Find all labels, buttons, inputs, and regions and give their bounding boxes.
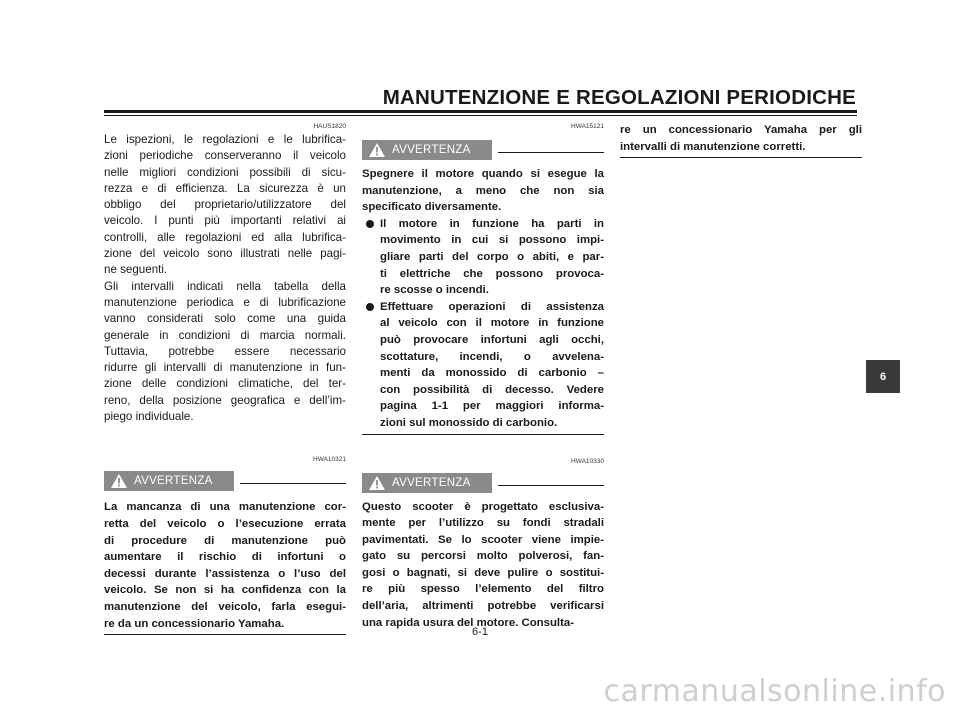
warning-rule — [498, 485, 604, 486]
text-line: Spegnere il motore quando si esegue la — [362, 168, 604, 180]
bullet-dot — [366, 303, 374, 311]
warning-badge — [362, 140, 492, 160]
continued-text — [620, 122, 862, 155]
warning-code: HWA10321 — [313, 456, 346, 464]
warning-intro — [362, 166, 604, 216]
text-line: veicolo. Se non si ha confidenza con la — [104, 584, 346, 597]
text-line: re un concessionario Yamaha per gli — [620, 124, 862, 136]
warning-rule — [498, 152, 604, 153]
text-line: ne seguenti. — [104, 263, 168, 277]
warning-bullet — [362, 299, 604, 432]
text-line: pavimentati. Se lo scooter viene impie- — [362, 533, 604, 546]
warning-header — [362, 140, 604, 162]
warning-code: HWA15121 — [571, 123, 604, 130]
warning-triangle-icon — [368, 142, 386, 158]
warning-bullet — [362, 216, 604, 299]
text-line: nelle migliori condizioni possibili di sicu- — [104, 165, 346, 179]
warning-code: HWA10330 — [571, 457, 604, 465]
warning-label: AVVERTENZA — [392, 476, 471, 489]
warning-rule — [240, 483, 346, 484]
text-line: gosi o bagnati, si deve pulire o sostitui- — [362, 566, 604, 579]
text-line: retta del veicolo o l’esecuzione errata — [104, 517, 346, 530]
warning-label: AVVERTENZA — [134, 475, 213, 488]
text-line: Il motore in funzione ha parti in — [380, 217, 604, 230]
warning-text — [104, 499, 346, 632]
text-line: gato su percorsi molto polverosi, fan- — [362, 550, 604, 563]
text-line: decessi durante l’assistenza o l’uso del — [104, 567, 346, 580]
text-line: La mancanza di una manutenzione cor- — [104, 501, 346, 514]
warning-end-rule — [104, 634, 346, 635]
text-line: piego individuale. — [104, 410, 194, 424]
text-line: re scosse o incendi. — [380, 284, 489, 297]
bullet-dot — [366, 220, 374, 228]
warning-badge — [362, 473, 492, 493]
text-line: manutenzione del veicolo, farla esegui- — [104, 600, 346, 613]
text-line: ridurre gli intervalli di manutenzione in fun- — [104, 361, 346, 375]
text-line: scottature, incendi, o avvelena- — [380, 350, 604, 363]
text-line: aumentare il rischio di infortuni o — [104, 551, 346, 564]
title-rule-thin — [104, 115, 857, 116]
warning-triangle-icon — [110, 473, 128, 489]
text-line: re più spesso l’elemento del filtro — [362, 583, 604, 596]
text-line: gliare parti del corpo o abiti, e par- — [380, 250, 604, 263]
text-line: Le ispezioni, le regolazioni e le lubrifica- — [104, 133, 346, 146]
text-line: di procedure di manutenzione può — [104, 534, 346, 547]
text-line: generale in condizioni di marcia normali. — [104, 328, 346, 342]
text-line: rezza e di efficienza. La sicurezza è un — [104, 181, 346, 195]
text-line: specificato diversamente. — [362, 201, 502, 214]
warning-header — [362, 473, 604, 495]
text-line: movimento in cui si possono impi- — [380, 234, 604, 247]
text-line: Effettuare operazioni di assistenza — [380, 300, 604, 313]
text-line: zione del veicolo sono illustrati nelle pagi- — [104, 247, 346, 261]
text-line: Questo scooter è progettato esclusiva- — [362, 500, 604, 513]
text-line: veicolo. I punti più importanti relativi ai — [104, 214, 346, 228]
text-line: reno, della posizione geografica e dell’im- — [104, 393, 346, 407]
column-1 — [104, 122, 346, 635]
text-line: zioni periodiche conserveranno il veicolo — [104, 149, 346, 163]
text-line: può provocare infortuni agli occhi, — [380, 333, 604, 346]
text-line: zione delle condizioni climatiche, del ter- — [104, 377, 346, 391]
text-line: manutenzione periodica e di lubrificazione — [104, 295, 346, 309]
page-number: 6-1 — [472, 626, 488, 638]
text-line: vanno considerati solo come una guida — [104, 312, 346, 326]
text-line: re da un concessionario Yamaha. — [104, 617, 285, 630]
column-2 — [362, 122, 604, 631]
text-line: ti elettriche che possono provoca- — [380, 267, 604, 280]
section-code: HAUS1820 — [313, 123, 346, 130]
text-line: Gli intervalli indicati nella tabella della — [104, 279, 346, 293]
warning-end-rule — [620, 157, 862, 158]
text-line: al veicolo con il motore in funzione — [380, 317, 604, 330]
chapter-tab: 6 — [866, 360, 900, 393]
title-rule-thick — [104, 110, 857, 113]
warning-end-rule — [362, 434, 604, 435]
text-line: pagina 1-1 per maggiori informa- — [380, 400, 604, 413]
text-line: controlli, alle regolazioni ed alla lubrifica- — [104, 230, 346, 244]
text-line: intervalli di manutenzione corretti. — [620, 140, 806, 153]
text-line: mente per l’utilizzo su fondi stradali — [362, 517, 604, 530]
watermark: carmanualsonline.info — [603, 674, 946, 709]
warning-triangle-icon — [368, 475, 386, 491]
text-line: manutenzione, a meno che non sia — [362, 184, 604, 197]
text-line: Tuttavia, potrebbe essere necessario — [104, 344, 346, 358]
text-line: una rapida usura del motore. Consulta- — [362, 616, 575, 629]
warning-header — [104, 471, 346, 493]
warning-badge — [104, 471, 234, 491]
text-line: dell’aria, altrimenti potrebbe verificarsi — [362, 600, 604, 613]
column-3 — [620, 122, 862, 158]
text-line: obbligo del proprietario/utilizzatore del — [104, 198, 346, 212]
intro-paragraph — [104, 132, 346, 425]
text-line: zioni sul monossido di carbonio. — [380, 416, 558, 429]
page-title: MANUTENZIONE E REGOLAZIONI PERIODICHE — [382, 86, 856, 109]
warning-text — [362, 499, 604, 632]
warning-label: AVVERTENZA — [392, 144, 471, 156]
text-line: menti da monossido di carbonio – — [380, 367, 604, 380]
text-line: con possibilità di decesso. Vedere — [380, 383, 604, 396]
